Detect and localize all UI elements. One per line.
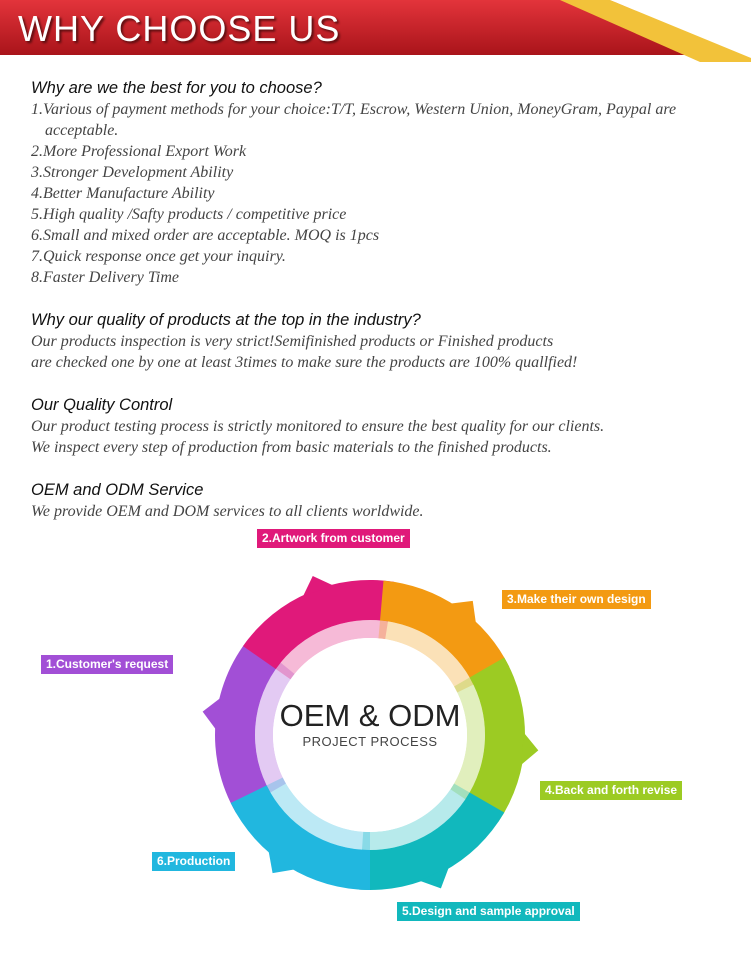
header-banner xyxy=(0,0,751,62)
section-heading: Our Quality Control xyxy=(31,396,173,414)
paragraph-line: are checked one by one at least 3times to make sure the products are 100% quallfied! xyxy=(31,354,578,371)
list-item: 2.More Professional Export Work xyxy=(31,143,247,160)
step-label-artwork: 2.Artwork from customer xyxy=(257,529,410,548)
list-item: acceptable. xyxy=(45,122,119,139)
diagram-center xyxy=(245,698,495,749)
step-label-revise: 4.Back and forth revise xyxy=(540,781,682,800)
paragraph-line: We provide OEM and DOM services to all clients worldwide. xyxy=(31,503,424,520)
step-label-customer-request: 1.Customer's request xyxy=(41,655,173,674)
ring-arrow xyxy=(521,733,538,765)
step-label-own-design: 3.Make their own design xyxy=(502,590,651,609)
process-diagram xyxy=(0,520,751,950)
paragraph-line: Our products inspection is very strict!Semifinished products or Finished products xyxy=(31,333,554,350)
section-oem-odm xyxy=(31,480,424,522)
section-why-best xyxy=(31,78,676,288)
section-quality-top xyxy=(31,310,577,373)
step-label-sample-approval: 5.Design and sample approval xyxy=(397,902,580,921)
section-heading: OEM and ODM Service xyxy=(31,481,204,499)
list-item: 8.Faster Delivery Time xyxy=(31,269,179,286)
list-item: 6.Small and mixed order are acceptable. MOQ is 1pcs xyxy=(31,227,380,244)
section-heading: Why our quality of products at the top in the industry? xyxy=(31,311,421,329)
step-label-production: 6.Production xyxy=(152,852,235,871)
list-item: 3.Stronger Development Ability xyxy=(31,164,234,181)
list-item: 1.Various of payment methods for your choice:T/T, Escrow, Western Union, MoneyGram, Paypal are xyxy=(31,101,677,118)
list-item: 4.Better Manufacture Ability xyxy=(31,185,215,202)
center-subtitle: PROJECT PROCESS xyxy=(302,734,438,749)
section-quality-control xyxy=(31,395,604,458)
paragraph-line: We inspect every step of production from basic materials to the finished products. xyxy=(31,439,552,456)
center-title: OEM & ODM xyxy=(279,698,461,733)
list-item: 5.High quality /Safty products / competitive price xyxy=(31,206,347,223)
paragraph-line: Our product testing process is strictly monitored to ensure the best quality for our clients. xyxy=(31,418,605,435)
list-item: 7.Quick response once get your inquiry. xyxy=(31,248,286,265)
section-heading: Why are we the best for you to choose? xyxy=(31,79,322,97)
banner-title: WHY CHOOSE US xyxy=(18,8,341,49)
